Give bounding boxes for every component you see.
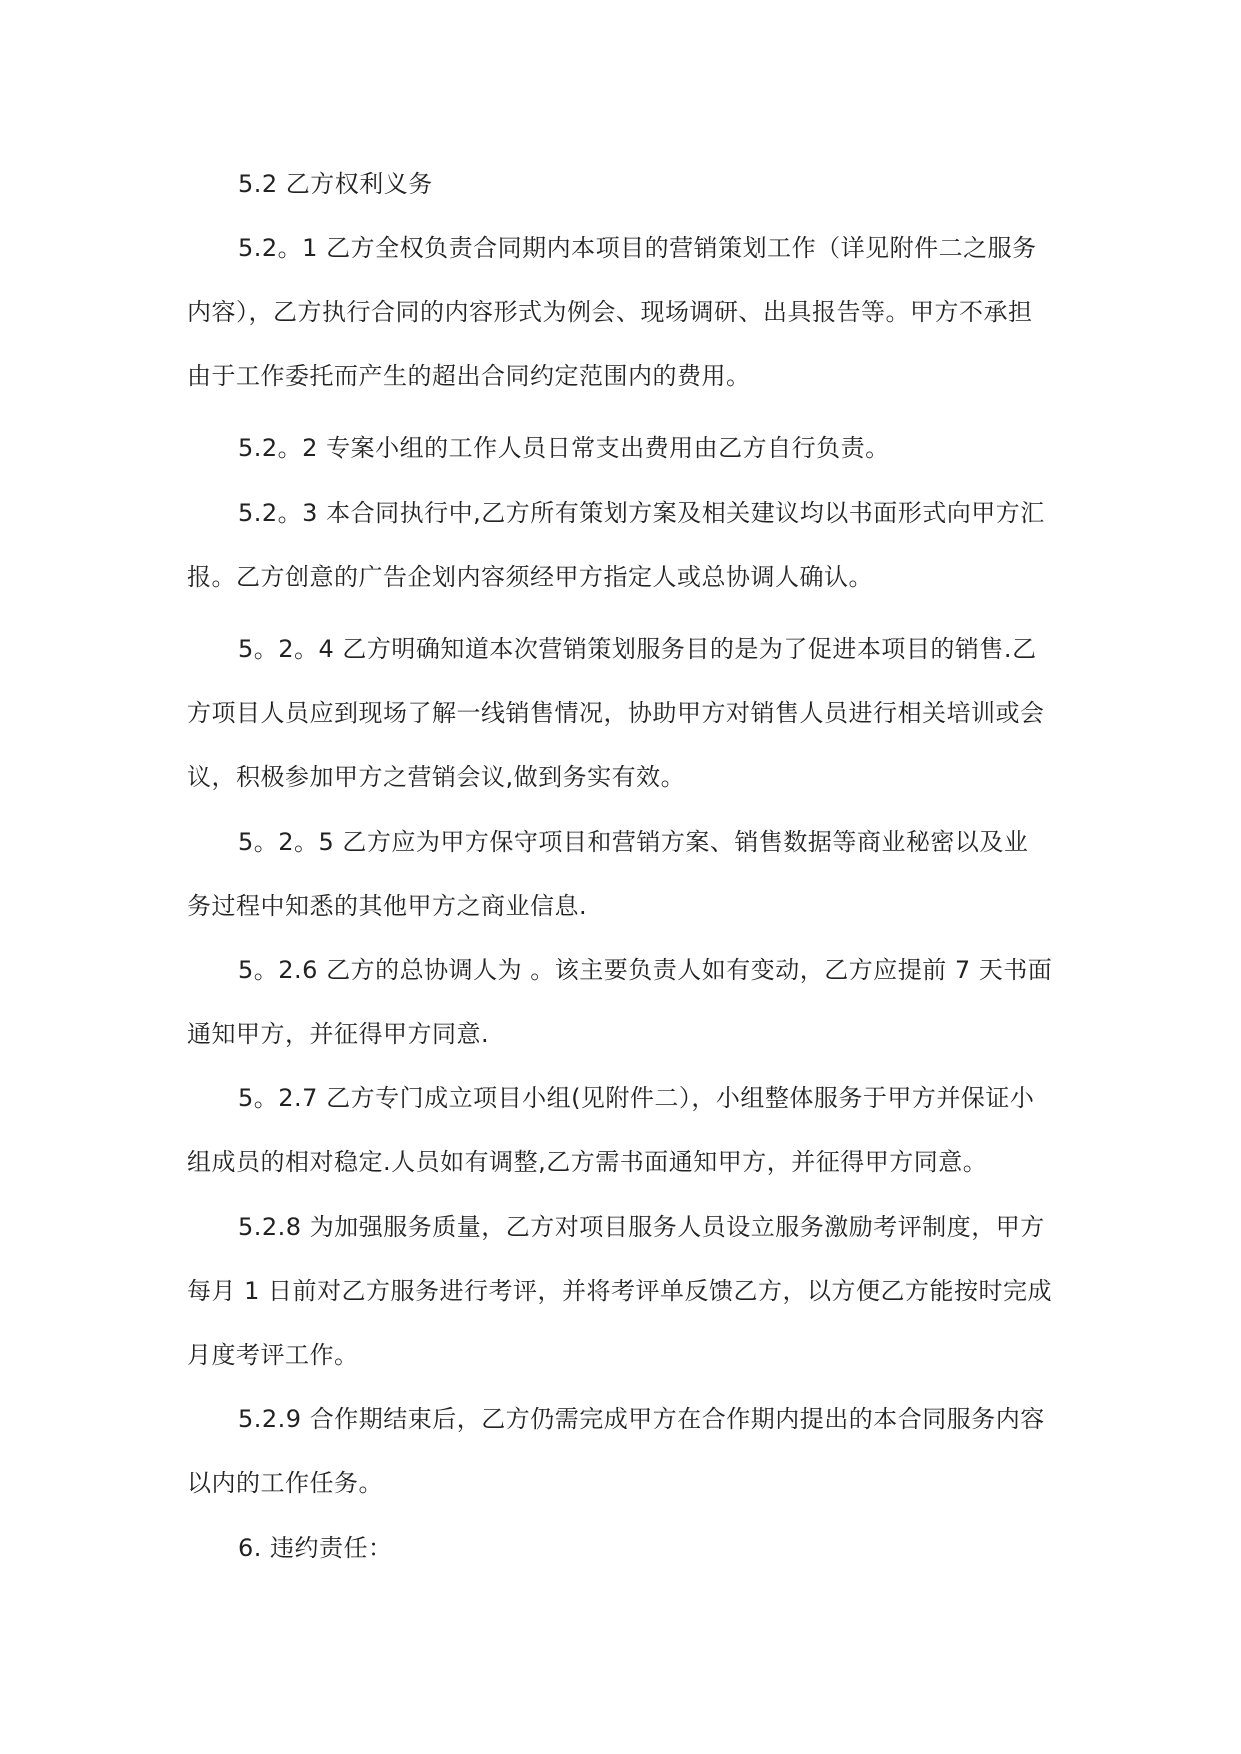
paragraph-line: 以内的工作任务。 xyxy=(187,1469,383,1497)
paragraph-line: 5.2。2 专案小组的工作人员日常支出费用由乙方自行负责。 xyxy=(238,434,890,462)
paragraph-line: 每月 1 日前对乙方服务进行考评，并将考评单反馈乙方，以方便乙方能按时完成 xyxy=(187,1277,1053,1305)
paragraph-line: 5.2.8 为加强服务质量，乙方对项目服务人员设立服务激励考评制度，甲方 xyxy=(238,1213,1045,1241)
paragraph-line: 5。2。4 乙方明确知道本次营销策划服务目的是为了促进本项目的销售.乙 xyxy=(238,635,1037,663)
paragraph-line: 议，积极参加甲方之营销会议,做到务实有效。 xyxy=(187,763,686,791)
paragraph-line: 5.2.9 合作期结束后，乙方仍需完成甲方在合作期内提出的本合同服务内容 xyxy=(238,1405,1045,1433)
paragraph-line: 方项目人员应到现场了解一线销售情况，协助甲方对销售人员进行相关培训或会 xyxy=(187,699,1045,727)
paragraph-line: 通知甲方，并征得甲方同意. xyxy=(187,1020,490,1048)
paragraph-line: 5。2.6 乙方的总协调人为 。该主要负责人如有变动，乙方应提前 7 天书面 xyxy=(238,956,1053,984)
paragraph-line: 月度考评工作。 xyxy=(187,1341,359,1369)
paragraph-line: 5.2。3 本合同执行中,乙方所有策划方案及相关建议均以书面形式向甲方汇 xyxy=(238,499,1045,527)
section-heading: 5.2 乙方权利义务 xyxy=(238,170,433,198)
section-heading: 6. 违约责任： xyxy=(238,1534,393,1562)
paragraph-line: 5.2。1 乙方全权负责合同期内本项目的营销策划工作（详见附件二之服务 xyxy=(238,234,1037,262)
paragraph-line: 组成员的相对稳定.人员如有调整,乙方需书面通知甲方，并征得甲方同意。 xyxy=(187,1148,988,1176)
paragraph-line: 内容），乙方执行合同的内容形式为例会、现场调研、出具报告等。甲方不承担 xyxy=(187,298,1033,326)
paragraph-line: 务过程中知悉的其他甲方之商业信息. xyxy=(187,892,588,920)
paragraph-line: 5。2。5 乙方应为甲方保守项目和营销方案、销售数据等商业秘密以及业 xyxy=(238,828,1029,856)
paragraph-line: 由于工作委托而产生的超出合同约定范围内的费用。 xyxy=(187,362,751,390)
paragraph-line: 5。2.7 乙方专门成立项目小组(见附件二），小组整体服务于甲方并保证小 xyxy=(238,1084,1035,1112)
paragraph-line: 报。乙方创意的广告企划内容须经甲方指定人或总协调人确认。 xyxy=(187,563,873,591)
